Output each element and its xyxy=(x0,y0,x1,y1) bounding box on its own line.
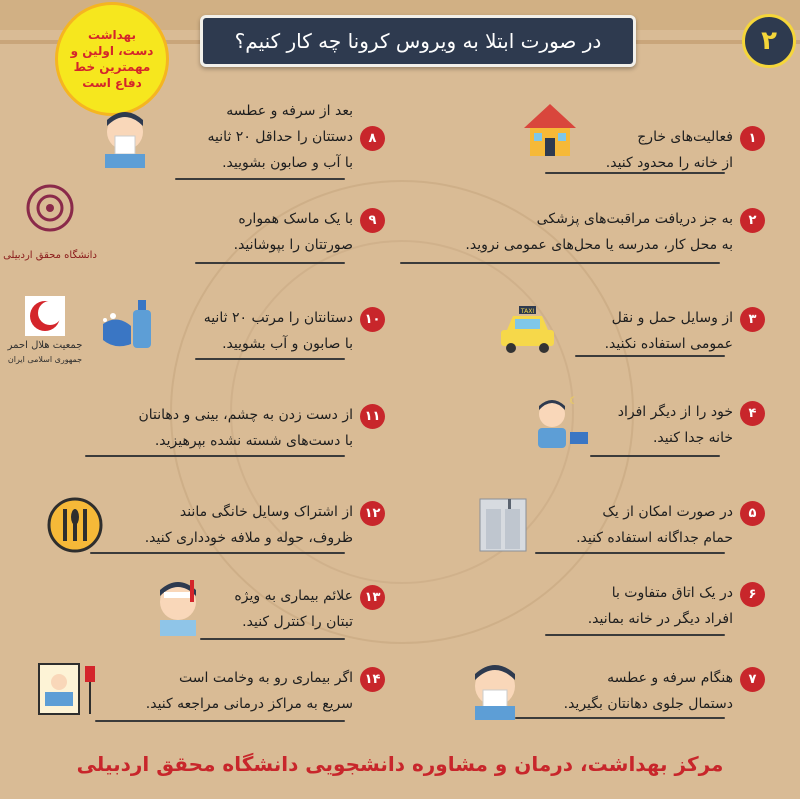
item-text: خود را از دیگر افراد xyxy=(617,404,733,420)
svg-text:TAXI: TAXI xyxy=(520,308,535,315)
item-number: ۴ xyxy=(740,401,765,426)
hospital-bed-icon xyxy=(35,660,100,720)
house-icon xyxy=(520,100,580,160)
divider xyxy=(535,552,725,554)
item-text: از وسایل حمل و نقل xyxy=(611,310,733,326)
item-number: ۳ xyxy=(740,307,765,332)
red-crescent-text: جمعیت هلال احمر xyxy=(7,340,83,351)
item-text: صورتتان را بپوشانید. xyxy=(233,237,353,253)
divider xyxy=(575,355,725,357)
item-text: دستتان را حداقل ۲۰ ثانیه xyxy=(207,129,353,145)
item-number: ۱۰ xyxy=(360,307,385,332)
item-text: از دست زدن به چشم، بینی و دهانتان xyxy=(138,407,353,423)
item-text: در صورت امکان از یک xyxy=(602,504,733,520)
university-logo xyxy=(10,180,90,250)
item-number: ۱ xyxy=(740,126,765,151)
shower-icon xyxy=(478,495,528,555)
sneeze-person-icon xyxy=(465,660,525,720)
item-number: ۱۲ xyxy=(360,501,385,526)
taxi-icon xyxy=(495,300,560,360)
item-text: تبتان را کنترل کنید. xyxy=(242,614,353,630)
list-item xyxy=(405,580,765,638)
item-number: ۵ xyxy=(740,501,765,526)
handwash-icon xyxy=(95,296,160,356)
divider xyxy=(515,717,725,719)
item-text: از خانه را محدود کنید. xyxy=(605,155,733,171)
hand-hygiene-text: بهداشت دست، اولین و مهمترین خط دفاع است xyxy=(70,28,154,90)
item-text: به محل کار، مدرسه یا محل‌های عمومی نروید. xyxy=(465,237,733,253)
item-text: علائم بیماری به ویژه xyxy=(234,588,353,604)
divider xyxy=(195,358,345,360)
divider xyxy=(400,262,720,264)
svg-text:☾: ☾ xyxy=(569,396,578,407)
item-text: با آب و صابون بشویید. xyxy=(222,155,353,171)
item-number: ۶ xyxy=(740,582,765,607)
item-text: در یک اتاق متفاوت با xyxy=(611,585,733,601)
divider xyxy=(545,172,725,174)
item-text: از اشتراک وسایل خانگی مانند xyxy=(179,504,353,520)
cutlery-icon xyxy=(45,495,105,555)
list-item xyxy=(405,206,765,264)
divider xyxy=(90,552,345,554)
item-number: ۱۳ xyxy=(360,585,385,610)
divider xyxy=(85,455,345,457)
divider xyxy=(175,178,345,180)
item-number: ۸ xyxy=(360,126,385,151)
item-text: اگر بیماری رو به وخامت است xyxy=(179,670,353,686)
isolated-person-icon xyxy=(530,392,590,452)
item-number: ۷ xyxy=(740,667,765,692)
item-text: فعالیت‌های خارج xyxy=(637,129,733,145)
item-text: ظروف، حوله و ملافه خودداری کنید. xyxy=(144,530,353,546)
item-text: خانه جدا کنید. xyxy=(652,430,733,446)
item-text: با یک ماسک همواره xyxy=(238,211,353,227)
page-title: در صورت ابتلا به ویروس کرونا چه کار کنیم؟ xyxy=(200,15,636,67)
divider xyxy=(95,720,345,722)
list-item xyxy=(405,499,765,557)
item-text: به جز دریافت مراقبت‌های پزشکی xyxy=(536,211,733,227)
tissue-person-icon xyxy=(95,108,155,168)
list-item xyxy=(405,665,765,723)
page-number-badge: ۲ xyxy=(742,14,796,68)
item-number: ۲ xyxy=(740,208,765,233)
item-text: دستانتان را مرتب ۲۰ ثانیه xyxy=(203,310,353,326)
divider xyxy=(195,262,345,264)
list-item xyxy=(25,402,385,460)
item-text: عمومی استفاده نکنید. xyxy=(604,336,733,352)
item-text: هنگام سرفه و عطسه xyxy=(607,670,733,686)
item-number: ۹ xyxy=(360,208,385,233)
item-text: با دست‌های شسته نشده بپرهیزید. xyxy=(154,433,353,449)
divider xyxy=(200,638,345,640)
red-crescent-subtext: جمهوری اسلامی ایران xyxy=(7,355,83,364)
fever-person-icon xyxy=(150,576,210,636)
red-crescent-logo xyxy=(25,296,65,336)
item-text: حمام جداگانه استفاده کنید. xyxy=(576,530,733,546)
item-text: دستمال جلوی دهانتان بگیرید. xyxy=(563,696,733,712)
footer-text: مرکز بهداشت، درمان و مشاوره دانشجویی دانشگاه محقق اردبیلی xyxy=(76,752,724,776)
item-text: سریع به مراکز درمانی مراجعه کنید. xyxy=(145,696,353,712)
divider xyxy=(590,455,720,457)
university-logo-text: دانشگاه محقق اردبیلی xyxy=(3,250,97,261)
divider xyxy=(545,634,725,636)
list-item xyxy=(25,98,385,171)
item-text: افراد دیگر در خانه بمانید. xyxy=(587,611,733,627)
item-number: ۱۱ xyxy=(360,404,385,429)
item-text: با صابون و آب بشویید. xyxy=(222,336,353,352)
item-text: بعد از سرفه و عطسه xyxy=(226,103,353,119)
item-number: ۱۴ xyxy=(360,667,385,692)
